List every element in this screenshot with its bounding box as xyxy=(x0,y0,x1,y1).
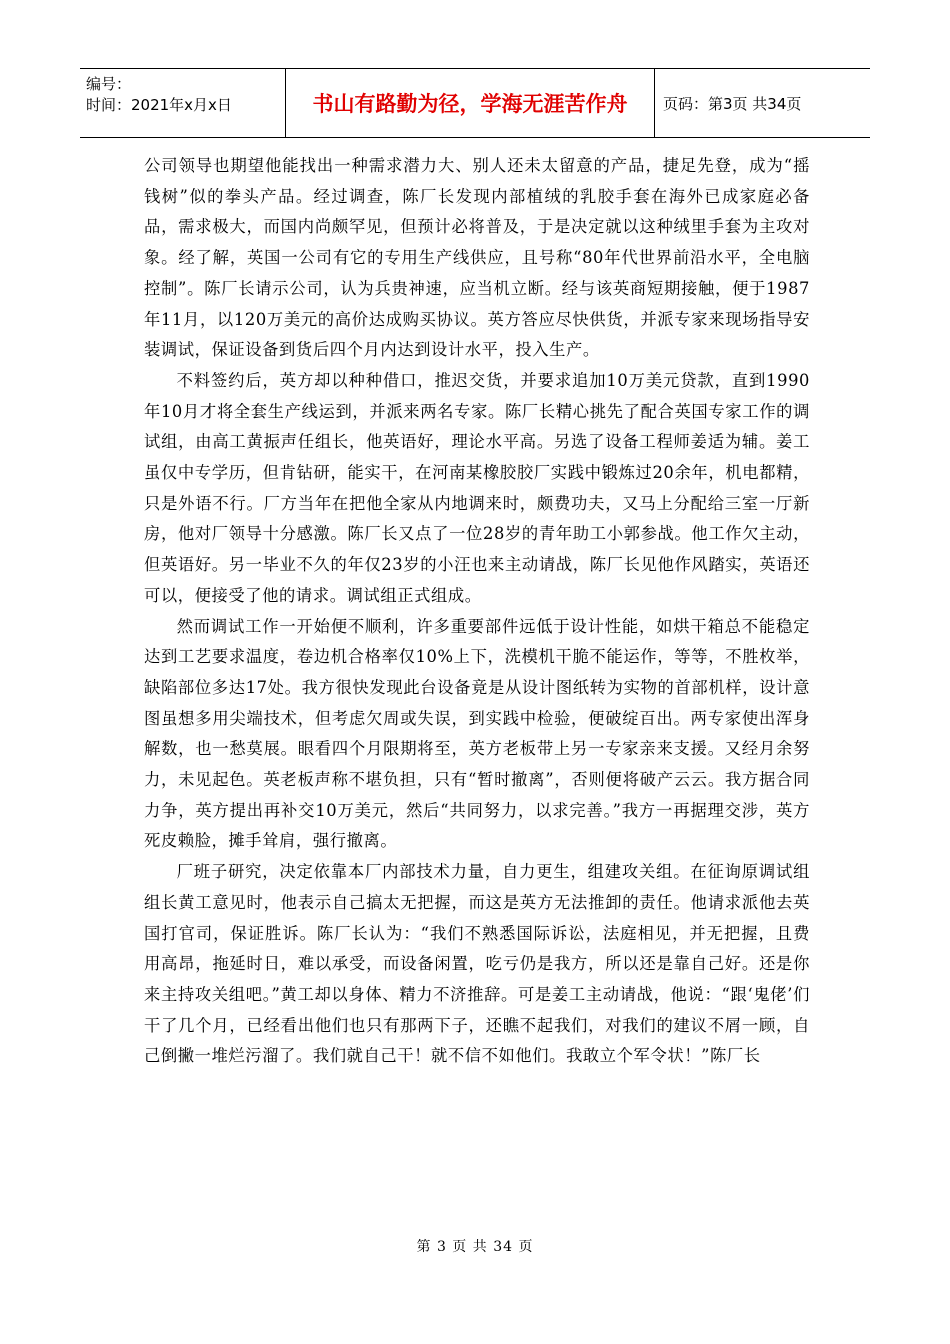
page-header xyxy=(80,68,870,138)
header-motto: 书山有路勤为径，学海无涯苦作舟 xyxy=(285,69,655,137)
page-footer: 第 3 页 共 34 页 xyxy=(416,1239,534,1255)
header-page-info: 页码：第3页 共34页 xyxy=(663,94,802,113)
document-body xyxy=(144,151,810,1072)
body-paragraph: 不料签约后，英方却以种种借口，推迟交货，并要求追加10万美元贷款，直到1990年10月才将全套生产线运到，并派来两名专家。陈厂长精心挑先了配合英国专家工作的调试组，由高工黄振声任组长，他英语好，理论水平高。另选了设备工程师姜适为辅。姜工虽仅中专学历，但肯钻研，能实干，在河南某橡胶胶厂实践中锻炼过20余年，机电都精，只是外语不行。厂方当年在把他全家从内地调来时，颇费功夫，又马上分配给三室一厅新房，他对厂领导十分感激。陈厂长又点了一位28岁的青年助工小郭参战。他工作欠主动，但英语好。另一毕业不久的年仅23岁的小汪也来主动请战，陈厂长见他作风踏实，英语还可以，便接受了他的请求。调试组正式组成。 xyxy=(144,370,810,605)
body-paragraph: 然而调试工作一开始便不顺利，许多重要部件远低于设计性能，如烘干箱总不能稳定达到工艺要求温度，卷边机合格率仅10%上下，洗模机干脆不能运作，等等，不胜枚举，缺陷部位多达17处。我方很快发现此台设备竟是从设计图纸转为实物的首部机样，设计意图虽想多用尖端技术，但考虑欠周或失误，到实践中检验，便破绽百出。两专家使出浑身解数，也一愁莫展。眼看四个月限期将至，英方老板带上另一专家亲来支援。又经月余努力，未见起色。英老板声称不堪负担，只有“暂时撤离”，否则便将破产云云。我方据合同力争，英方提出再补交10万美元，然后“共同努力，以求完善。”我方一再据理交涉，英方死皮赖脸，摊手耸肩，强行撤离。 xyxy=(144,616,810,851)
body-paragraph: 公司领导也期望他能找出一种需求潜力大、别人还未太留意的产品，捷足先登，成为“摇钱树”似的拳头产品。经过调查，陈厂长发现内部植绒的乳胶手套在海外已成家庭必备品，需求极大，而国内尚颇罕见，但预计必将普及，于是决定就以这种绒里手套为主攻对象。经了解，英国一公司有它的专用生产线供应，且号称“80年代世界前沿水平，全电脑控制”。陈厂长请示公司，认为兵贵神速，应当机立断。经与该英商短期接触，便于1987年11月，以120万美元的高价达成购买协议。英方答应尽快供货，并派专家来现场指导安装调试，保证设备到货后四个月内达到设计水平，投入生产。 xyxy=(144,156,810,360)
header-meta xyxy=(80,69,285,137)
document-date: 时间：2021年x月x日 xyxy=(86,96,232,114)
body-paragraph: 厂班子研究，决定依靠本厂内部技术力量，自力更生，组建攻关组。在征询原调试组组长黄工意见时，他表示自己搞太无把握，而这是英方无法推卸的责任。他请求派他去英国打官司，保证胜诉。陈厂长认为：“我们不熟悉国际诉讼，法庭相见，并无把握，且费用高昂，拖延时日，难以承受，而设备闲置，吃亏仍是我方，所以还是靠自己好。还是你来主持攻关组吧。”黄工却以身体、精力不济推辞。可是姜工主动请战，他说：“跟‘鬼佬’们干了几个月，已经看出他们也只有那两下子，还瞧不起我们，对我们的建议不屑一顾，自己倒撇一堆烂污溜了。我们就自己干！就不信不如他们。我敢立个军令状！”陈厂长 xyxy=(144,862,810,1066)
document-number-label: 编号： xyxy=(86,75,132,93)
